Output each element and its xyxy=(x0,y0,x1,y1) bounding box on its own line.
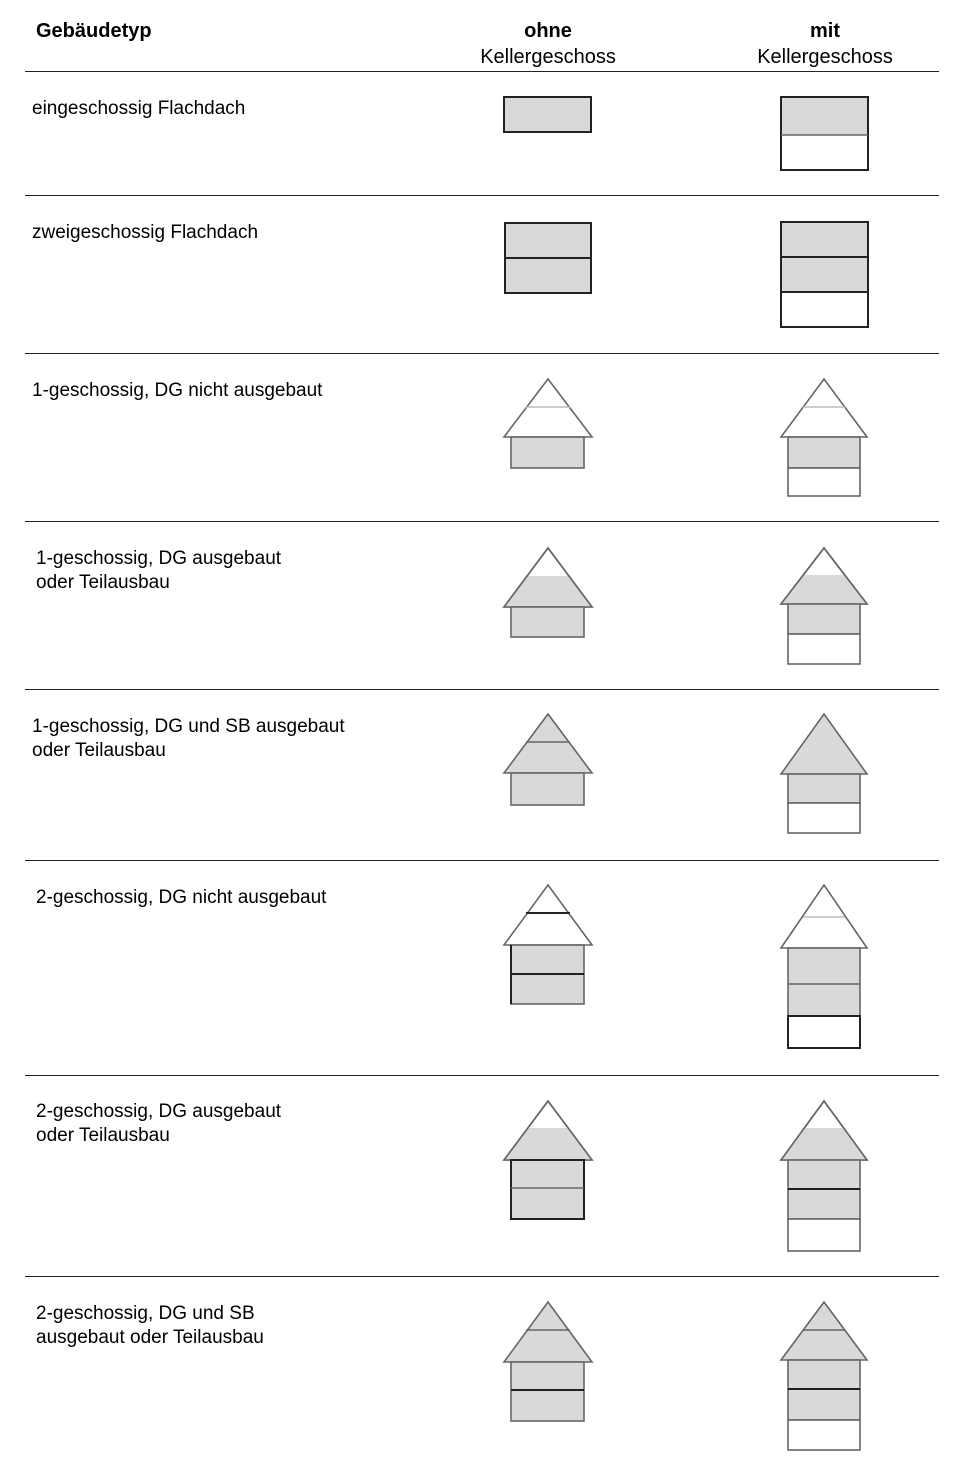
row-divider xyxy=(25,521,939,522)
row-label-2g-attic-unfinished: 2-geschossig, DG nicht ausgebaut xyxy=(36,887,327,908)
column-header-with-line1: mit xyxy=(810,20,840,42)
column-header-building-type: Gebäudetyp xyxy=(36,20,152,42)
building-icon-1g-attic-unfinished-no-basement xyxy=(500,376,596,472)
building-icon-1g-attic-loft-finished-with-basement xyxy=(776,711,872,837)
row-label-2g-attic-loft-finished: 2-geschossig, DG und SB ausgebaut oder Teilausbau xyxy=(36,1303,264,1348)
row-divider xyxy=(25,860,939,861)
row-label-1g-attic-unfinished: 1-geschossig, DG nicht ausgebaut xyxy=(32,380,323,401)
row-divider xyxy=(25,1075,939,1076)
row-label-one-storey-flat-roof: eingeschossig Flachdach xyxy=(32,98,246,119)
building-icon-one-storey-flat-with-basement xyxy=(776,94,872,176)
row-label-1g-attic-loft-finished: 1-geschossig, DG und SB ausgebaut oder Teilausbau xyxy=(32,716,345,761)
row-divider xyxy=(25,195,939,196)
row-divider xyxy=(25,1276,939,1277)
building-icon-1g-attic-unfinished-with-basement xyxy=(776,376,872,500)
header-divider xyxy=(25,71,939,72)
building-icon-2g-attic-finished-with-basement xyxy=(776,1098,872,1256)
column-header-without-line2: Kellergeschoss xyxy=(480,46,616,68)
building-icon-1g-attic-finished-no-basement xyxy=(500,545,596,641)
building-icon-one-storey-flat-no-basement xyxy=(500,94,596,138)
row-label-two-storey-flat-roof: zweigeschossig Flachdach xyxy=(32,222,259,243)
building-icon-2g-attic-finished-no-basement xyxy=(500,1098,596,1224)
column-header-without-basement xyxy=(428,18,668,70)
building-icon-two-storey-flat-with-basement xyxy=(776,219,872,331)
building-icon-1g-attic-finished-with-basement xyxy=(776,545,872,669)
building-icon-2g-attic-unfinished-no-basement xyxy=(500,882,596,1008)
building-icon-1g-attic-loft-finished-no-basement xyxy=(500,711,596,809)
row-divider xyxy=(25,353,939,354)
building-icon-2g-attic-loft-finished-with-basement xyxy=(776,1299,872,1457)
building-icon-2g-attic-unfinished-with-basement xyxy=(776,882,872,1054)
row-divider xyxy=(25,689,939,690)
row-label-1g-attic-finished: 1-geschossig, DG ausgebaut oder Teilausbau xyxy=(36,548,282,593)
row-label-2g-attic-finished: 2-geschossig, DG ausgebaut oder Teilausbau xyxy=(36,1101,282,1146)
column-header-with-basement xyxy=(705,18,945,70)
column-header-without-line1: ohne xyxy=(524,20,572,42)
building-icon-two-storey-flat-no-basement xyxy=(500,220,596,298)
building-icon-2g-attic-loft-finished-no-basement xyxy=(500,1299,596,1425)
column-header-with-line2: Kellergeschoss xyxy=(757,46,893,68)
